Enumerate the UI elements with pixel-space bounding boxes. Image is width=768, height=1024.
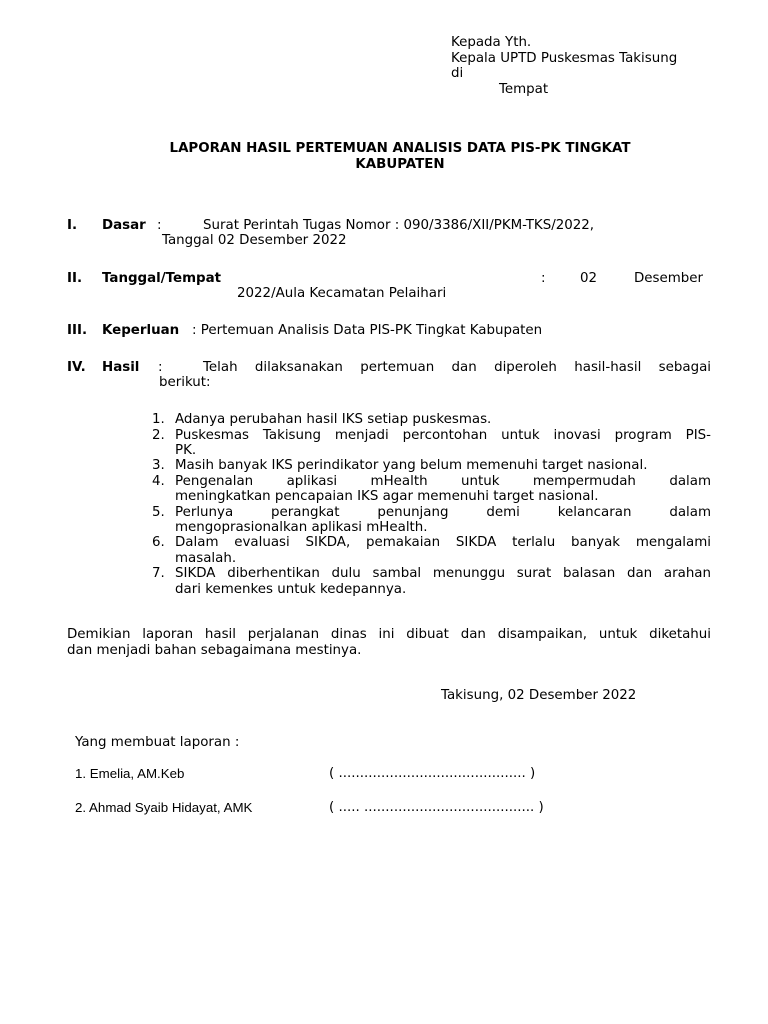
- section-text-tanggal-day: 02: [580, 271, 598, 286]
- result-text: masalah.: [175, 551, 237, 566]
- section-number-keperluan: III.: [67, 323, 88, 338]
- result-number: 3.: [152, 458, 165, 473]
- result-text: Puskesmas Takisung menjadi percontohan untuk inovasi program PIS-: [175, 428, 711, 443]
- section-label-dasar: Dasar: [102, 218, 146, 233]
- section-separator-hasil: :: [158, 360, 163, 375]
- report-title-line-1: LAPORAN HASIL PERTEMUAN ANALISIS DATA PIS-PK TINGKAT: [169, 141, 631, 156]
- result-number: 5.: [152, 505, 165, 520]
- section-number-dasar: I.: [67, 218, 78, 233]
- report-title-line-2: KABUPATEN: [355, 157, 445, 172]
- section-number-hasil: IV.: [67, 360, 86, 375]
- addressee-line-4: Tempat: [499, 82, 549, 97]
- signatory-name: 2. Ahmad Syaib Hidayat, AMK: [75, 800, 253, 815]
- section-text-dasar-1: Surat Perintah Tugas Nomor : 090/3386/XII/PKM-TKS/2022,: [203, 218, 595, 233]
- section-text-dasar-2: Tanggal 02 Desember 2022: [162, 233, 347, 248]
- result-text: Adanya perubahan hasil IKS setiap puskesmas.: [175, 412, 492, 427]
- section-text-keperluan: : Pertemuan Analisis Data PIS-PK Tingkat Kabupaten: [192, 323, 543, 338]
- section-text-hasil-2: berikut:: [159, 375, 211, 390]
- result-text: Pengenalan aplikasi mHealth untuk mempermudah dalam: [175, 474, 711, 489]
- section-number-tanggal: II.: [67, 271, 83, 286]
- place-date: Takisung, 02 Desember 2022: [441, 688, 637, 703]
- section-separator-dasar: :: [157, 218, 162, 233]
- signature-line: ( ............................................ ): [329, 766, 536, 781]
- result-text: Dalam evaluasi SIKDA, pemakaian SIKDA terlalu banyak mengalami: [175, 535, 711, 550]
- section-text-hasil-1: Telah dilaksanakan pertemuan dan diperoleh hasil-hasil sebagai: [203, 360, 711, 375]
- closing-line-1: Demikian laporan hasil perjalanan dinas ini dibuat dan disampaikan, untuk diketahui: [67, 627, 711, 642]
- signatory-name: 1. Emelia, AM.Keb: [75, 766, 185, 781]
- section-label-hasil: Hasil: [102, 360, 140, 375]
- addressee-line-1: Kepada Yth.: [451, 35, 532, 50]
- result-text: dari kemenkes untuk kedepannya.: [175, 582, 407, 597]
- result-number: 1.: [152, 412, 165, 427]
- section-text-tanggal-month: Desember: [634, 271, 704, 286]
- section-label-tanggal: Tanggal/Tempat: [102, 271, 222, 286]
- addressee-line-3: di: [451, 66, 464, 81]
- result-number: 2.: [152, 428, 165, 443]
- result-text: SIKDA diberhentikan dulu sambal menunggu surat balasan dan arahan: [175, 566, 711, 581]
- result-number: 4.: [152, 474, 165, 489]
- result-text: Perlunya perangkat penunjang demi kelancaran dalam: [175, 505, 711, 520]
- result-number: 7.: [152, 566, 165, 581]
- signature-heading: Yang membuat laporan :: [75, 735, 240, 750]
- section-text-tanggal-2: 2022/Aula Kecamatan Pelaihari: [237, 286, 447, 301]
- closing-line-2: dan menjadi bahan sebagaimana mestinya.: [67, 643, 362, 658]
- result-text: mengoprasionalkan aplikasi mHealth.: [175, 520, 428, 535]
- result-number: 6.: [152, 535, 165, 550]
- addressee-line-2: Kepala UPTD Puskesmas Takisung: [451, 51, 678, 66]
- result-text: meningkatkan pencapaian IKS agar memenuhi target nasional.: [175, 489, 599, 504]
- signature-line: ( ..... ........................................ ): [329, 800, 544, 815]
- result-text: Masih banyak IKS perindikator yang belum memenuhi target nasional.: [175, 458, 648, 473]
- result-text: PK.: [175, 443, 197, 458]
- section-separator-tanggal: :: [541, 271, 546, 286]
- section-label-keperluan: Keperluan: [102, 323, 180, 338]
